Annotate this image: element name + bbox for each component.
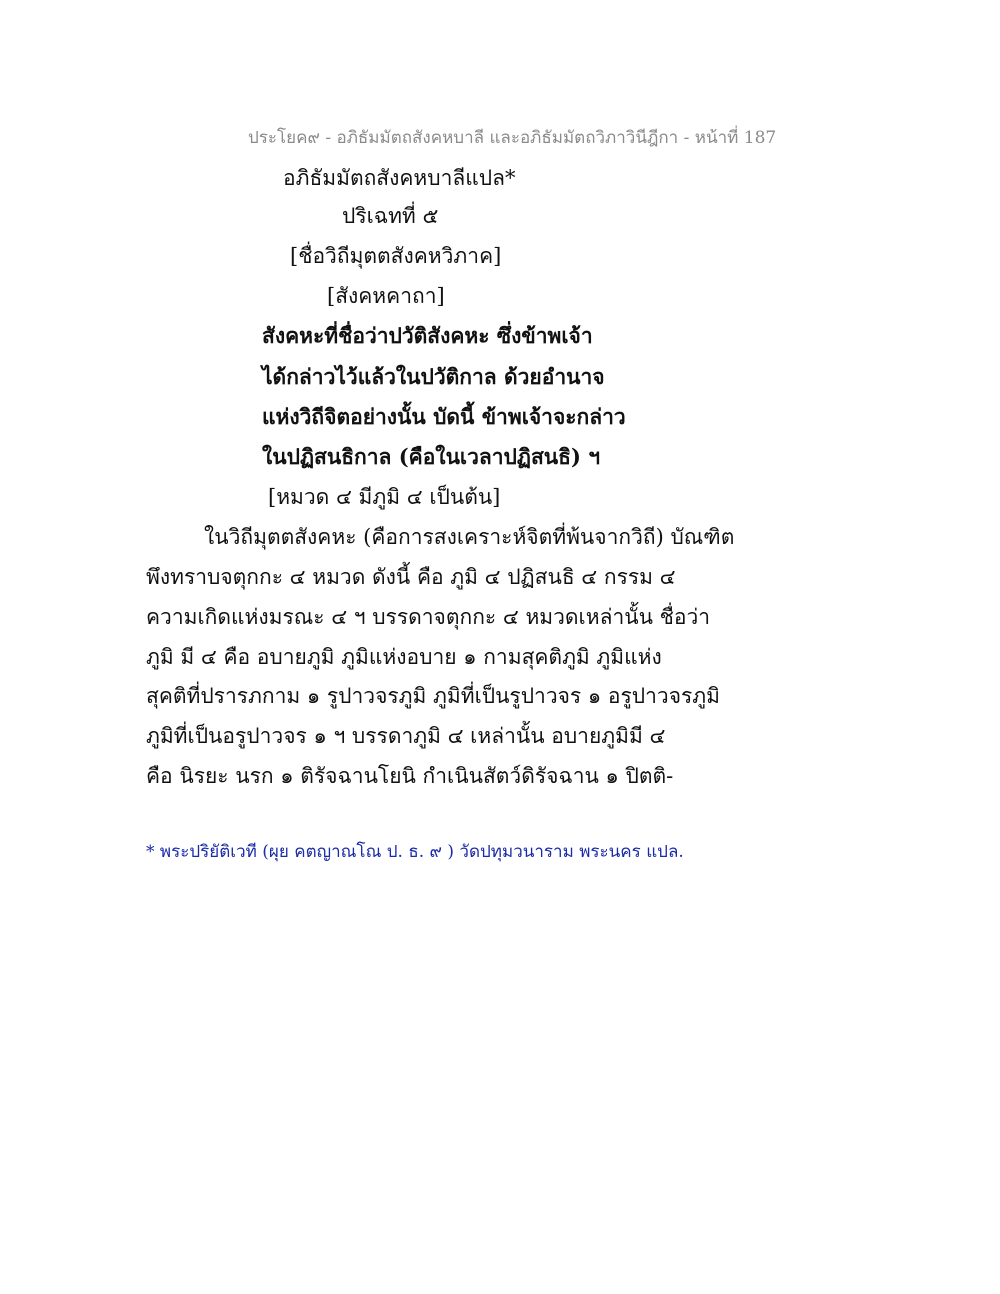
verse-line: ได้กล่าวไว้แล้วในปวัติกาล ด้วยอำนาจ (262, 364, 605, 389)
chapter-number: ปริเฉทที่ ๕ (342, 204, 439, 228)
running-header: ประโยค๙ - อภิธัมมัตถสังคหบาลี และอภิธัมมัตถวิภาวินีฎีกา - หน้าที่ 187 (248, 128, 777, 148)
body-line: ภูมิ มี ๔ คือ อบายภูมิ ภูมิแห่งอบาย ๑ กามสุคติภูมิ ภูมิแห่ง (146, 645, 662, 669)
body-line: ความเกิดแห่งมรณะ ๔ ฯ บรรดาจตุกกะ ๔ หมวดเหล่านั้น ชื่อว่า (146, 605, 711, 629)
chapter-name: [ชื่อวิถีมุตตสังคหวิภาค] (290, 244, 502, 268)
body-line: ในวิถีมุตตสังคหะ (คือการสงเคราะห์จิตที่พ้นจากวิถี) บัณฑิต (204, 525, 735, 549)
verse-line: ในปฏิสนธิกาล (คือในเวลาปฏิสนธิ) ฯ (262, 444, 601, 469)
verse-line: แห่งวิถีจิตอย่างนั้น บัดนี้ ข้าพเจ้าจะกล่าว (262, 404, 626, 429)
section-heading: [หมวด ๔ มีภูมิ ๔ เป็นต้น] (268, 485, 501, 509)
verse-heading: [สังคหคาถา] (327, 284, 445, 308)
body-line: สุคติที่ปรารภกาม ๑ รูปาวจรภูมิ ภูมิที่เป็นรูปาวจร ๑ อรูปาวจรภูมิ (146, 684, 720, 708)
body-line: คือ นิรยะ นรก ๑ ติรัจฉานโยนิ กำเนินสัตว์ดิรัจฉาน ๑ ปิตติ- (146, 764, 674, 788)
book-title: อภิธัมมัตถสังคหบาลีแปล* (283, 166, 516, 190)
body-line: ภูมิที่เป็นอรูปาวจร ๑ ฯ บรรดาภูมิ ๔ เหล่านั้น อบายภูมิมี ๔ (146, 724, 666, 748)
verse-line: สังคหะที่ชื่อว่าปวัติสังคหะ ซึ่งข้าพเจ้า (262, 323, 593, 348)
body-line: พึงทราบจตุกกะ ๔ หมวด ดังนี้ คือ ภูมิ ๔ ปฏิสนธิ ๔ กรรม ๔ (146, 565, 676, 589)
footnote: * พระปริยัติเวที (ผุย คตญาณโณ ป. ธ. ๙ ) วัดปทุมวนาราม พระนคร แปล. (146, 842, 684, 862)
